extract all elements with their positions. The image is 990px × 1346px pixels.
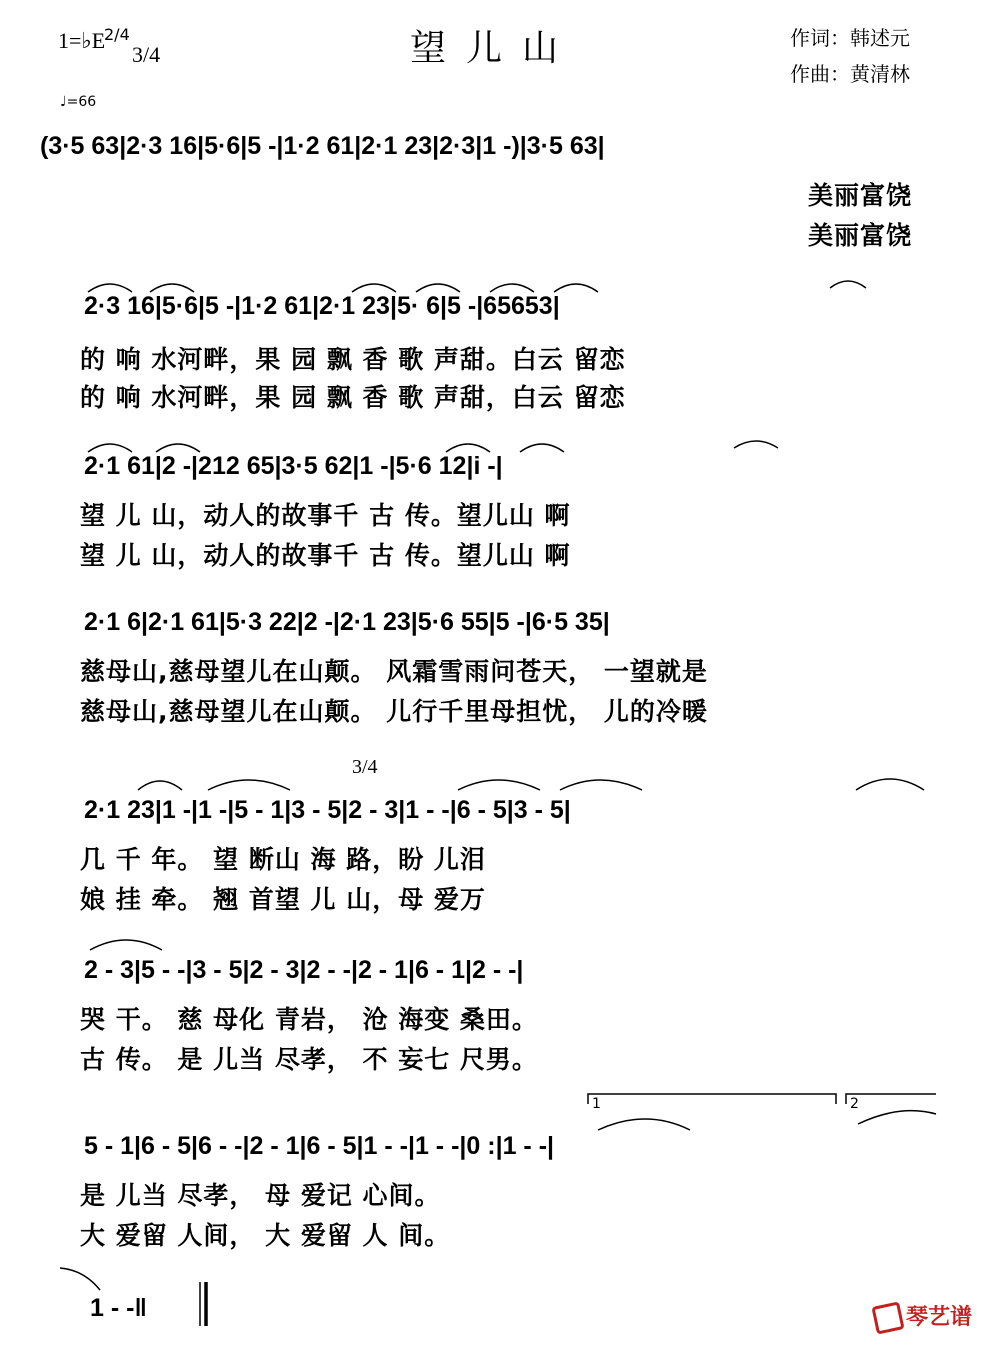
lyric-line-4-verse-2: 慈母山,慈母望儿在山颠。 儿行千里母担忧， 儿的冷暖 (80, 697, 708, 726)
tempo-marking: ♩=66 (60, 94, 97, 110)
volta-1: 1 (592, 1096, 601, 1112)
lyric-line-3-verse-2: 望 儿 山，动人的故事千 古 传。望儿山 啊 (80, 541, 571, 570)
composer-credit: 作曲：黄清林 (790, 62, 910, 86)
lyric-line-7-verse-1: 是 儿当 尽孝， 母 爱记 心间。 (80, 1181, 441, 1210)
lyric-line-2-verse-1: 的 响 水河畔，果 园 飘 香 歌 声甜。白云 留恋 (80, 345, 626, 374)
lyric-line-3-verse-1: 望 儿 山，动人的故事千 古 传。望儿山 啊 (80, 501, 571, 530)
lyric-line-2-verse-2: 的 响 水河畔，果 园 飘 香 歌 声甜，白云 留恋 (80, 383, 626, 412)
meter-change: 3/4 (352, 756, 378, 778)
notation-line-6: 2 - 3|5 - -|3 - 5|2 - 3|2 - -|2 - 1|6 - 1|2 - -| (84, 956, 524, 984)
lyric-line-7-verse-2: 大 爱留 人间， 大 爱留 人 间。 (80, 1221, 451, 1250)
notation-line-7: 5 - 1|6 - 5|6 - -|2 - 1|6 - 5|1 - -|1 - -|0 :|1 - -| (84, 1132, 555, 1160)
volta-2: 2 (850, 1096, 859, 1112)
notation-line-5: 2·1 23|1 -|1 -|5 - 1|3 - 5|2 - 3|1 - -|6 - 5|3 - 5| (84, 796, 571, 824)
lyricist-credit: 作词：韩述元 (790, 26, 910, 50)
key-signature: 1=♭E (58, 28, 106, 53)
page-title: 望儿山 (410, 28, 579, 69)
lyric-line-1-verse-1: 美丽富饶 (808, 181, 913, 210)
lyric-line-5-verse-1: 几 千 年。 望 断山 海 路，盼 儿泪 (80, 845, 486, 874)
notation-line-8: 1 - -‖ (90, 1294, 147, 1322)
alt-time-signature: 3/4 (132, 42, 161, 67)
qinyipu-logo-icon (871, 1301, 904, 1334)
lyric-line-5-verse-2: 娘 挂 牵。 翘 首望 儿 山，母 爱万 (80, 885, 486, 914)
lyric-line-1-verse-2: 美丽富饶 (808, 221, 913, 250)
lyric-line-4-verse-1: 慈母山,慈母望儿在山颠。 风霜雪雨问苍天， 一望就是 (80, 657, 708, 686)
watermark-logo (874, 1300, 972, 1332)
notation-line-1: (3·5 63|2·3 16|5·6|5 -|1·2 61|2·1 23|2·3|1 -)|3·5 63| (40, 132, 605, 160)
lyric-line-6-verse-1: 哭 干。 慈 母化 青岩， 沧 海变 桑田。 (80, 1005, 538, 1034)
notation-line-2: 2·3 16|5·6|5 -|1·2 61|2·1 23|5· 6|5 -|65653| (84, 292, 560, 320)
notation-line-4: 2·1 6|2·1 61|5·3 22|2 -|2·1 23|5·6 55|5 -|6·5 35| (84, 608, 610, 636)
watermark-text: 琴艺谱 (905, 1305, 972, 1330)
lyric-line-6-verse-2: 古 传。 是 儿当 尽孝， 不 妄七 尺男。 (80, 1045, 538, 1074)
notation-line-3: 2·1 61|2 -|212 65|3·5 62|1 -|5·6 12|i -| (84, 452, 503, 480)
time-signature: 2/4 (104, 25, 130, 44)
